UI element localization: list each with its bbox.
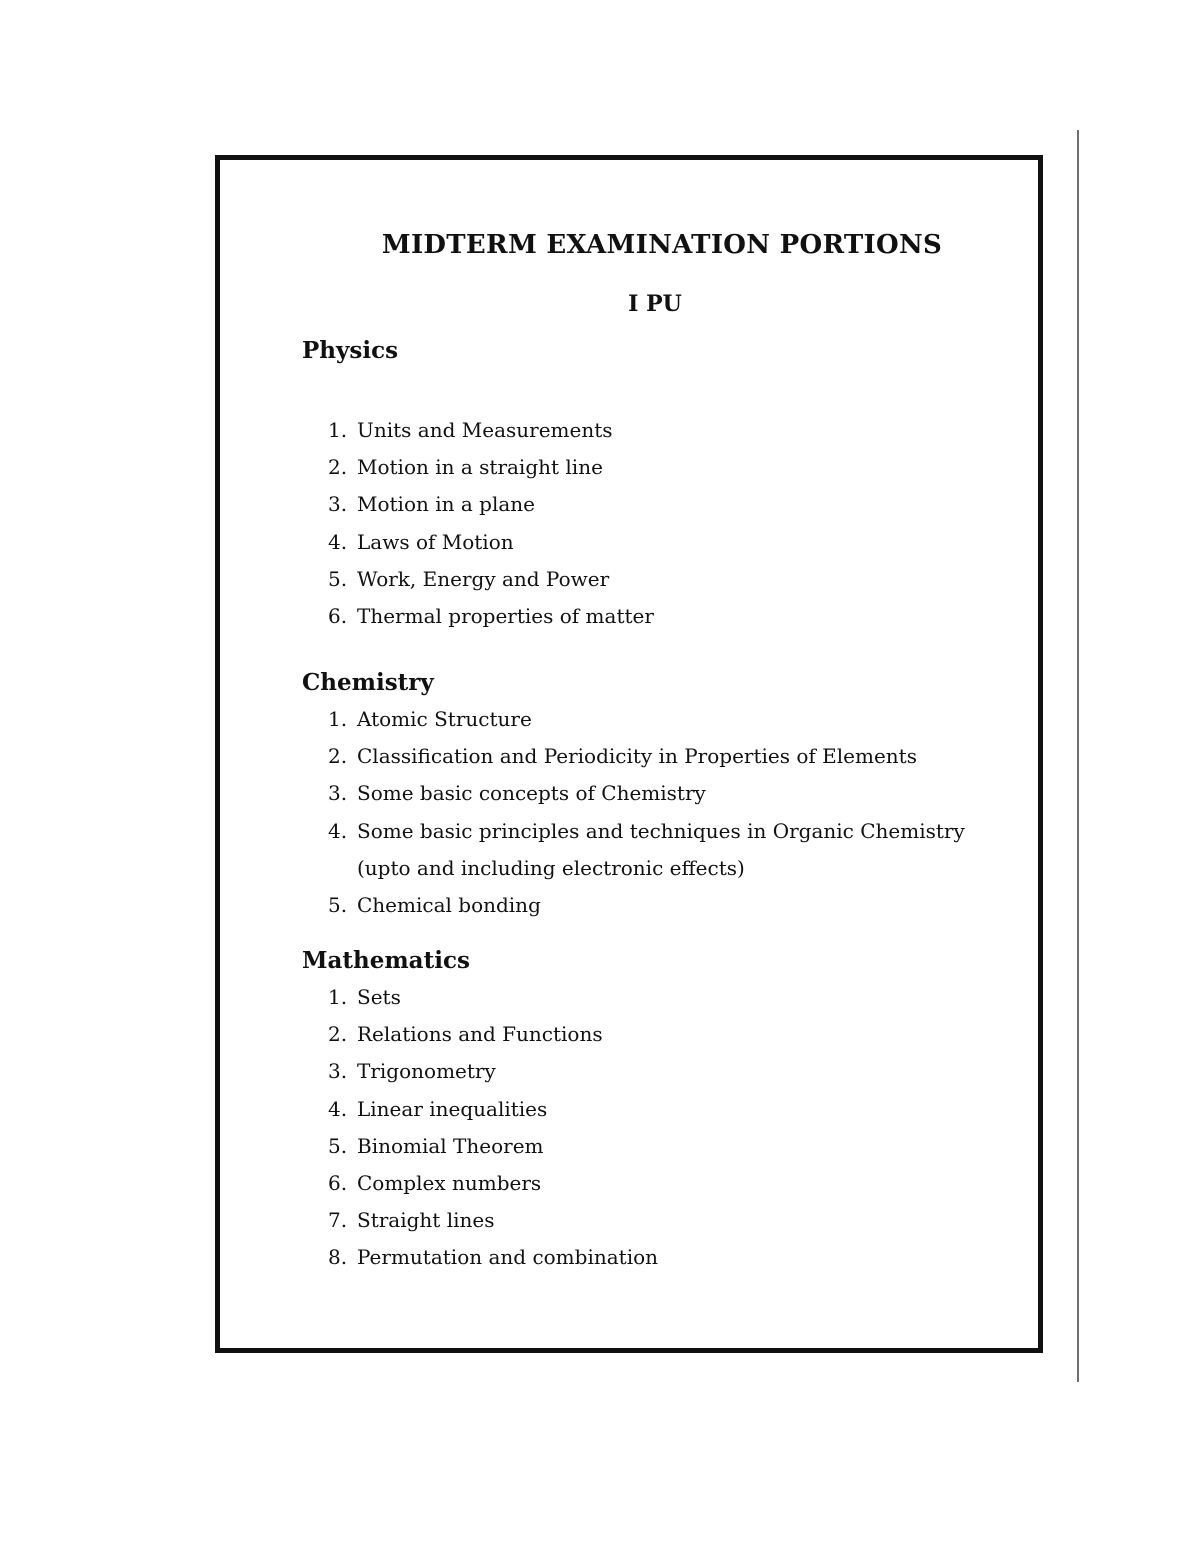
list-item-number: 3. xyxy=(328,1059,348,1084)
list-item-text: Units and Measurements xyxy=(357,418,613,442)
list-item xyxy=(302,449,1022,486)
topic-list-chemistry xyxy=(302,701,1022,924)
list-item-text: Atomic Structure xyxy=(357,707,532,731)
topic-list-mathematics xyxy=(302,979,1022,1277)
list-item-text: Classification and Periodicity in Properties of Elements xyxy=(357,744,917,769)
list-item-text: Complex numbers xyxy=(357,1171,542,1196)
list-item xyxy=(302,775,1022,812)
list-item xyxy=(302,1091,1022,1128)
list-item-text: Straight lines xyxy=(357,1208,495,1233)
list-item-text: Some basic concepts of Chemistry xyxy=(357,781,706,806)
list-item xyxy=(302,1239,1022,1276)
list-item-text: Work, Energy and Power xyxy=(357,566,610,591)
list-item-number: 4. xyxy=(328,1096,348,1121)
section-physics xyxy=(302,336,1022,635)
list-item-text: Motion in a straight line xyxy=(357,455,603,480)
list-item-number: 4. xyxy=(328,818,348,843)
section-mathematics xyxy=(302,946,1022,1277)
list-item-number: 2. xyxy=(328,455,348,480)
list-item xyxy=(302,1128,1022,1165)
list-item xyxy=(302,979,1022,1016)
list-item xyxy=(302,813,1022,887)
list-item xyxy=(302,1016,1022,1053)
section-heading-mathematics: Mathematics xyxy=(302,947,470,974)
list-item xyxy=(302,738,1022,775)
list-item-text: Some basic principles and techniques in Organic Chemistry (upto and including electronic effects) xyxy=(357,818,965,880)
page-edge-divider xyxy=(1077,130,1079,1382)
list-item-number: 2. xyxy=(328,1022,348,1047)
list-item xyxy=(302,598,1022,635)
list-item-text: Chemical bonding xyxy=(357,893,541,918)
list-item-number: 4. xyxy=(328,529,348,554)
list-item-text: Laws of Motion xyxy=(357,529,514,554)
topic-list-physics xyxy=(302,412,1022,635)
list-item-number: 5. xyxy=(328,1133,348,1158)
list-item xyxy=(302,412,1022,449)
list-item xyxy=(302,486,1022,523)
list-item-number: 6. xyxy=(328,604,348,629)
list-item-text: Sets xyxy=(357,985,401,1009)
list-item xyxy=(302,701,1022,738)
list-item-number: 1. xyxy=(328,707,348,731)
list-item-number: 1. xyxy=(328,418,348,442)
list-item-text: Thermal properties of matter xyxy=(357,604,654,629)
document-subtitle: I PU xyxy=(628,291,682,317)
list-item-text: Relations and Functions xyxy=(357,1022,603,1047)
list-item-number: 6. xyxy=(328,1171,348,1196)
list-item-number: 8. xyxy=(328,1245,348,1270)
list-item xyxy=(302,1053,1022,1090)
list-item-text: Permutation and combination xyxy=(357,1245,659,1270)
list-item-number: 1. xyxy=(328,985,348,1009)
section-heading-chemistry: Chemistry xyxy=(302,669,434,696)
section-chemistry xyxy=(302,668,1022,924)
document-title: MIDTERM EXAMINATION PORTIONS xyxy=(381,230,943,260)
section-heading-physics: Physics xyxy=(302,337,399,364)
list-item-text: Motion in a plane xyxy=(357,492,535,517)
list-item-text: Trigonometry xyxy=(357,1059,496,1084)
list-item xyxy=(302,1165,1022,1202)
list-item xyxy=(302,561,1022,598)
list-item-number: 3. xyxy=(328,781,348,806)
list-item xyxy=(302,1202,1022,1239)
list-item-number: 7. xyxy=(328,1208,348,1233)
list-item-number: 2. xyxy=(328,744,348,769)
list-item xyxy=(302,524,1022,561)
list-item-number: 5. xyxy=(328,893,348,918)
list-item-text: Binomial Theorem xyxy=(357,1133,544,1158)
list-item xyxy=(302,887,1022,924)
list-item-number: 3. xyxy=(328,492,348,517)
list-item-text: Linear inequalities xyxy=(357,1096,548,1121)
document-border-frame xyxy=(215,155,1043,1353)
list-item-number: 5. xyxy=(328,566,348,591)
